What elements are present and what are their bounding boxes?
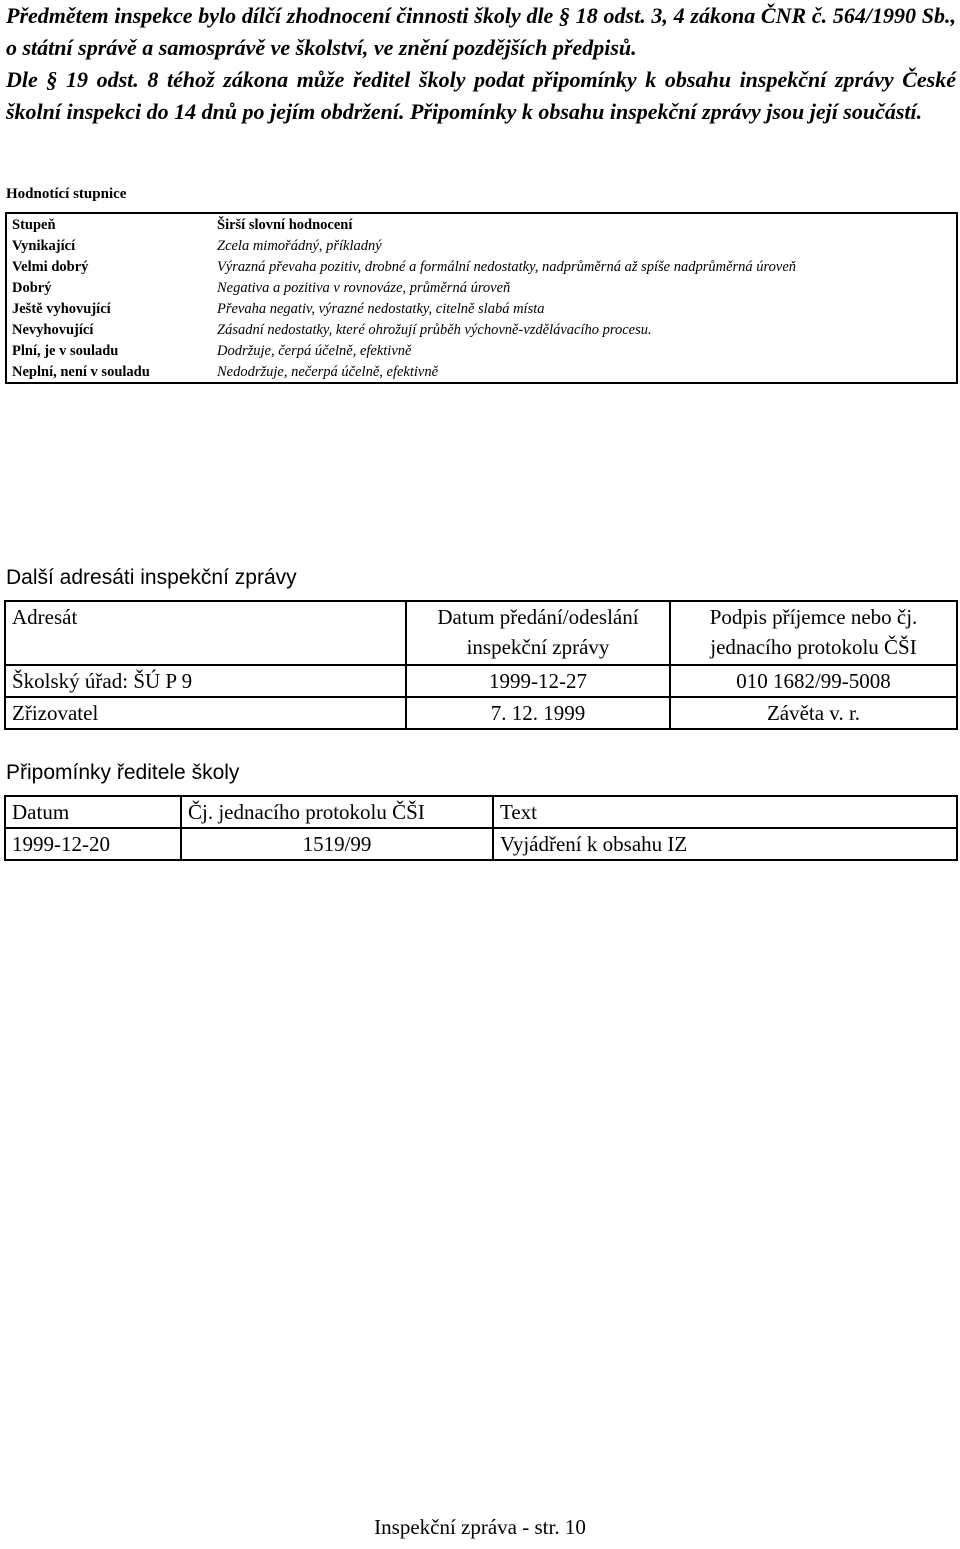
- rating-description: Negativa a pozitiva v rovnováze, průměrná úroveň: [217, 279, 511, 296]
- comment-reference-cell: 1519/99: [181, 828, 493, 860]
- comment-text-cell: Vyjádření k obsahu IZ: [493, 828, 957, 860]
- rating-description: Výrazná převaha pozitiv, drobné a formální nedostatky, nadprůměrná až spíše nadprůměrná úroveň: [217, 258, 797, 275]
- date-header-line1: Datum předání/odeslání: [437, 605, 639, 629]
- date-header-line2: inspekční zprávy: [466, 635, 610, 659]
- page-footer: Inspekční zpráva - str. 10: [374, 1515, 586, 1539]
- addressee-header: Adresát: [5, 601, 406, 665]
- signature-cell: 010 1682/99-5008: [670, 665, 957, 697]
- addressees-heading: Další adresáti inspekční zprávy: [6, 566, 297, 589]
- rating-scale-header-row: [6, 213, 957, 235]
- addressee-row: [5, 697, 957, 729]
- date-cell: 1999-12-27: [406, 665, 670, 697]
- intro-paragraph-comments-right: Dle § 19 odst. 8 téhož zákona může ředitel školy podat připomínky k obsahu inspekční zprávy České školní inspekci do 14 dnů po jejím obdržení. Připomínky k obsahu inspekční zprávy jsou její součástí.: [6, 67, 956, 124]
- addressee-cell: Školský úřad: ŠÚ P 9: [5, 665, 406, 697]
- signature-header: [670, 601, 957, 665]
- rating-row: [6, 256, 957, 277]
- rating-level: Plní, je v souladu: [12, 342, 119, 359]
- rating-level-header: Stupeň: [12, 216, 56, 233]
- rating-description-header: Širší slovní hodnocení: [217, 216, 353, 233]
- director-comments-header-row: [5, 796, 957, 828]
- rating-description: Převaha negativ, výrazné nedostatky, citelně slabá místa: [217, 300, 545, 317]
- addressees-header-row: [5, 601, 957, 665]
- comment-text-header: Text: [493, 796, 957, 828]
- addressee-cell: Zřizovatel: [5, 697, 406, 729]
- director-comments-heading: Připomínky ředitele školy: [6, 761, 240, 784]
- rating-row: [6, 319, 957, 340]
- date-header: [406, 601, 670, 665]
- comment-date-cell: 1999-12-20: [5, 828, 181, 860]
- director-comments-table: [4, 795, 958, 861]
- date-cell: 7. 12. 1999: [406, 697, 670, 729]
- rating-row: [6, 277, 957, 298]
- rating-row: [6, 340, 957, 361]
- rating-description: Zcela mimořádný, příkladný: [217, 237, 382, 254]
- rating-description: Nedodržuje, nečerpá účelně, efektivně: [217, 363, 439, 380]
- rating-level: Ještě vyhovující: [12, 300, 111, 317]
- rating-row: [6, 298, 957, 319]
- rating-level: Neplní, není v souladu: [12, 363, 150, 380]
- rating-description: Dodržuje, čerpá účelně, efektivně: [217, 342, 412, 359]
- addressees-table: [4, 600, 958, 730]
- intro-paragraph-subject: Předmětem inspekce bylo dílčí zhodnocení činnosti školy dle § 18 odst. 3, 4 zákona ČNR č. 564/1990 Sb., o státní správě a samosprávě ve školství, ve znění pozdějších předpisů.: [6, 3, 956, 60]
- signature-header-line1: Podpis příjemce nebo čj.: [709, 605, 918, 629]
- rating-scale-title: Hodnotící stupnice: [6, 186, 127, 202]
- rating-level: Vynikající: [12, 237, 76, 254]
- rating-level: Dobrý: [12, 279, 52, 296]
- signature-cell: Závěta v. r.: [670, 697, 957, 729]
- signature-header-line2: jednacího protokolu ČŠI: [710, 635, 917, 659]
- director-comment-row: [5, 828, 957, 860]
- rating-level: Velmi dobrý: [12, 258, 89, 275]
- rating-row: [6, 235, 957, 256]
- comment-reference-header: Čj. jednacího protokolu ČŠI: [181, 796, 493, 828]
- rating-scale-table: [5, 212, 958, 384]
- rating-level: Nevyhovující: [12, 321, 94, 338]
- comment-date-header: Datum: [5, 796, 181, 828]
- rating-row: [6, 361, 957, 383]
- rating-description: Zásadní nedostatky, které ohrožují průběh výchovně-vzdělávacího procesu.: [217, 321, 652, 338]
- addressee-row: [5, 665, 957, 697]
